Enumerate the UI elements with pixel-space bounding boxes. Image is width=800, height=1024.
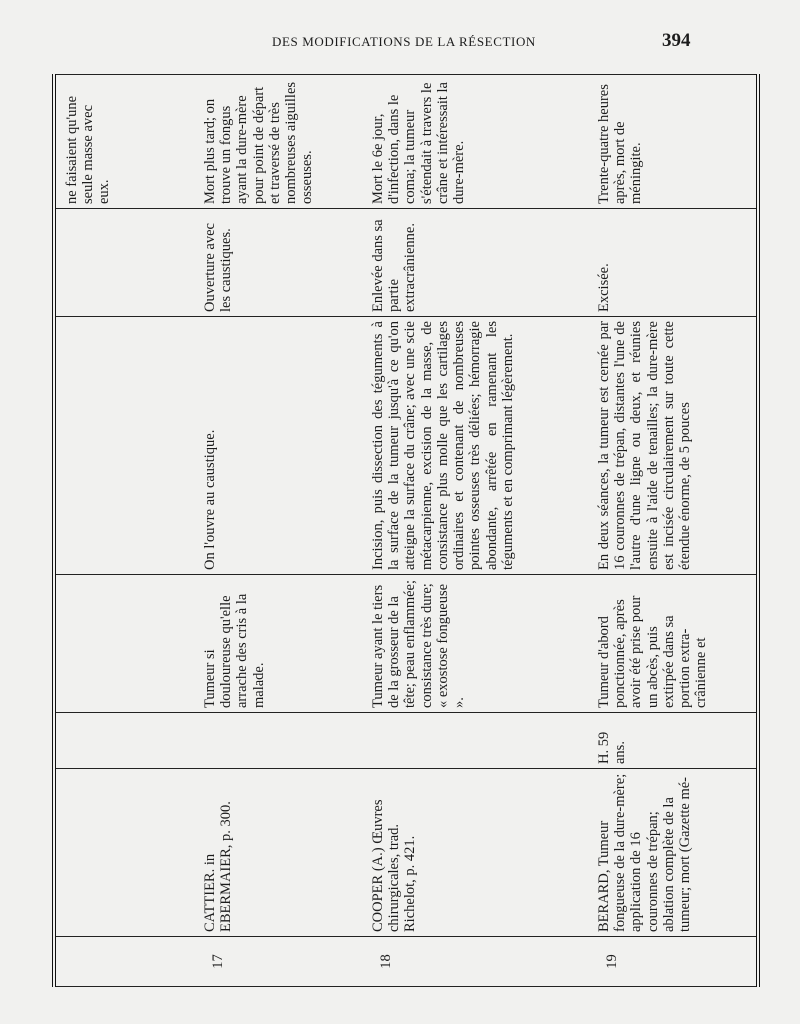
cell-age: H. 59 ans.	[594, 713, 750, 769]
observations-table-rotated	[52, 75, 710, 987]
cell-outcome: Trente-quatre heures après, mort de méningite.	[594, 75, 750, 209]
cell-outcome: ne faisaient qu'une seule masse avec eux.	[62, 75, 200, 209]
page-number: 394	[662, 30, 691, 51]
table-viewport	[52, 75, 710, 987]
table-row	[368, 75, 594, 987]
cell-author: COOPER (A.) Œuvres chirurgicales, trad. Richelot, p. 421.	[368, 769, 594, 937]
table-bottom-rule	[750, 75, 758, 987]
running-title: DES MODIFICATIONS DE LA RÉSECTION	[272, 34, 536, 49]
observations-table	[52, 74, 760, 987]
cell-tumour: Tumeur si douloureuse qu'elle arrache des cris à la malade.	[200, 575, 368, 713]
cell-operation: On l'ouvre au caustique.	[200, 317, 368, 575]
cell-age	[368, 713, 594, 769]
table-row	[200, 75, 368, 987]
row-number: 19	[604, 954, 620, 969]
cell-author: BERARD, Tumeur fongueuse de la dure-mère; application de 16 couronnes de trépan; ablation complète de la tumeur; mort (Gazette mé-	[594, 769, 750, 937]
table-row	[594, 75, 750, 987]
cell-treatment: Excisée.	[594, 209, 750, 317]
cell-age	[200, 713, 368, 769]
row-number: 18	[378, 954, 394, 969]
cell-operation: Incision, puis dissection des téguments à la surface de la tumeur jusqu'à ce qu'on atteigne la surface du crâne; avec une scie métacarpienne, excision de la masse, de consistance plus molle que les cartilages ordinaires et contenant de nombreuses pointes osseuses très déliées; hémorragie abondante, arrêtée en ramenant les téguments et en comprimant légèrement.	[368, 317, 594, 575]
cell-outcome: Mort plus tard; on trouve un fongus ayant la dure-mère pour point de départ et traversé de très nombreuses aiguilles osseuses.	[200, 75, 368, 209]
cell-author: CATTIER. in EBERMAIER, p. 300.	[200, 769, 368, 937]
table-top-rule	[54, 75, 62, 987]
cell-tumour: Tumeur ayant le tiers de la grosseur de la tête; peau enflammée; consistance très dure; « exostose fongueuse ».	[368, 575, 594, 713]
table-row-fragment	[62, 75, 200, 987]
cell-treatment: Enlevée dans sa partie extracrânienne.	[368, 209, 594, 317]
cell-treatment: Ouverture avec les caustiques.	[200, 209, 368, 317]
row-number: 17	[210, 954, 226, 969]
cell-outcome: Mort le 6e jour, d'infection, dans le coma; la tumeur s'étendait à travers le crâne et intéressait la dure-mère.	[368, 75, 594, 209]
cell-tumour: Tumeur d'abord ponctionnée, après avoir été prise pour un abcès, puis extirpée dans sa portion extra-crânienne et	[594, 575, 750, 713]
cell-operation: En deux séances, la tumeur est cernée par 16 couronnes de trépan, distantes l'une de l'autre d'une ligne ou deux, et réunies ensuite à l'aide de tenailles; la dure-mère est incisée circulairement sur toute cette étendue énorme, de 5 pouces	[594, 317, 750, 575]
